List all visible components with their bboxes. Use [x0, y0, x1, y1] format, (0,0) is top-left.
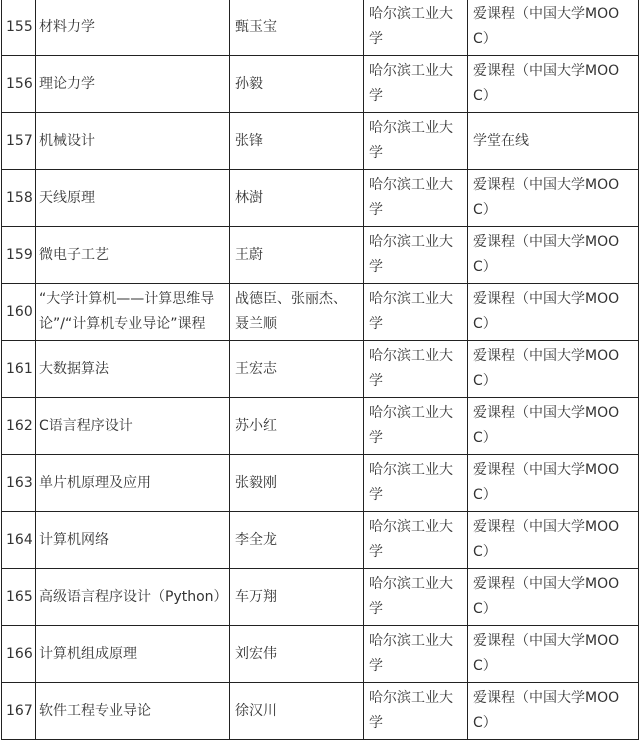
course-name-cell — [36, 626, 230, 683]
row-number-cell — [2, 341, 36, 398]
teacher-name: 战德臣、张丽杰、聂兰顺 — [235, 291, 347, 332]
teacher-name: 林澍 — [235, 189, 263, 206]
platform-name-cell — [468, 569, 639, 626]
course-name-cell — [36, 170, 230, 227]
university-name-cell — [364, 227, 468, 284]
platform-name: 爱课程（中国大学MOOC） — [473, 690, 620, 731]
platform-name-cell — [468, 626, 639, 683]
row-number-cell — [2, 56, 36, 113]
teacher-name-cell — [230, 170, 364, 227]
university-name: 哈尔滨工业大学 — [369, 6, 453, 47]
row-number-cell — [2, 512, 36, 569]
course-name: 单片机原理及应用 — [39, 474, 151, 491]
course-name-cell — [36, 0, 230, 56]
row-number-cell — [2, 569, 36, 626]
teacher-name-cell — [230, 398, 364, 455]
course-name: 高级语言程序设计（Python） — [39, 588, 228, 605]
teacher-name: 王蔚 — [235, 246, 263, 263]
teacher-name: 徐汉川 — [235, 702, 277, 719]
course-name: 大数据算法 — [39, 360, 109, 377]
university-name: 哈尔滨工业大学 — [369, 633, 453, 674]
course-name-cell — [36, 227, 230, 284]
table-row — [2, 398, 639, 455]
platform-name-cell — [468, 113, 639, 170]
course-name: “大学计算机——计算思维导论”/“计算机专业导论”课程 — [39, 291, 215, 332]
platform-name-cell — [468, 683, 639, 740]
university-name-cell — [364, 341, 468, 398]
teacher-name-cell — [230, 0, 364, 56]
university-name: 哈尔滨工业大学 — [369, 690, 453, 731]
teacher-name: 车万翔 — [235, 588, 277, 605]
table-row — [2, 512, 639, 569]
teacher-name: 甄玉宝 — [235, 18, 277, 35]
platform-name: 爱课程（中国大学MOOC） — [473, 576, 620, 617]
course-name: 软件工程专业导论 — [39, 702, 151, 719]
table-row — [2, 341, 639, 398]
teacher-name: 刘宏伟 — [235, 645, 277, 662]
teacher-name-cell — [230, 512, 364, 569]
row-number: 167 — [6, 702, 33, 719]
university-name: 哈尔滨工业大学 — [369, 462, 453, 503]
row-number-cell — [2, 455, 36, 512]
platform-name-cell — [468, 170, 639, 227]
university-name: 哈尔滨工业大学 — [369, 576, 453, 617]
course-name-cell — [36, 56, 230, 113]
row-number: 165 — [6, 588, 33, 605]
university-name: 哈尔滨工业大学 — [369, 234, 453, 275]
platform-name-cell — [468, 341, 639, 398]
row-number: 166 — [6, 645, 33, 662]
teacher-name: 王宏志 — [235, 360, 277, 377]
table-row — [2, 0, 639, 56]
platform-name: 爱课程（中国大学MOOC） — [473, 63, 620, 104]
platform-name: 学堂在线 — [473, 132, 529, 149]
row-number: 162 — [6, 417, 33, 434]
row-number-cell — [2, 227, 36, 284]
university-name: 哈尔滨工业大学 — [369, 63, 453, 104]
row-number-cell — [2, 113, 36, 170]
course-name: 微电子工艺 — [39, 246, 109, 263]
platform-name: 爱课程（中国大学MOOC） — [473, 291, 620, 332]
university-name: 哈尔滨工业大学 — [369, 291, 453, 332]
platform-name: 爱课程（中国大学MOOC） — [473, 177, 620, 218]
table-row — [2, 683, 639, 740]
university-name: 哈尔滨工业大学 — [369, 348, 453, 389]
university-name-cell — [364, 398, 468, 455]
platform-name-cell — [468, 227, 639, 284]
row-number: 161 — [6, 360, 33, 377]
teacher-name-cell — [230, 455, 364, 512]
course-name-cell — [36, 569, 230, 626]
platform-name-cell — [468, 455, 639, 512]
row-number: 155 — [6, 18, 33, 35]
university-name-cell — [364, 0, 468, 56]
course-name: C语言程序设计 — [39, 417, 133, 434]
teacher-name-cell — [230, 284, 364, 341]
course-list-table — [1, 0, 639, 740]
course-name-cell — [36, 113, 230, 170]
row-number: 158 — [6, 189, 33, 206]
teacher-name-cell — [230, 113, 364, 170]
course-name-cell — [36, 284, 230, 341]
row-number-cell — [2, 398, 36, 455]
row-number: 156 — [6, 75, 33, 92]
university-name-cell — [364, 284, 468, 341]
teacher-name: 李全龙 — [235, 531, 277, 548]
platform-name: 爱课程（中国大学MOOC） — [473, 6, 620, 47]
university-name-cell — [364, 626, 468, 683]
platform-name: 爱课程（中国大学MOOC） — [473, 519, 620, 560]
row-number-cell — [2, 170, 36, 227]
platform-name-cell — [468, 284, 639, 341]
table-row — [2, 284, 639, 341]
table-row — [2, 56, 639, 113]
university-name-cell — [364, 56, 468, 113]
course-name-cell — [36, 398, 230, 455]
teacher-name-cell — [230, 227, 364, 284]
platform-name: 爱课程（中国大学MOOC） — [473, 348, 620, 389]
course-name: 天线原理 — [39, 189, 95, 206]
university-name-cell — [364, 512, 468, 569]
row-number-cell — [2, 626, 36, 683]
row-number: 159 — [6, 246, 33, 263]
row-number: 164 — [6, 531, 33, 548]
course-name: 机械设计 — [39, 132, 95, 149]
platform-name-cell — [468, 56, 639, 113]
platform-name-cell — [468, 512, 639, 569]
teacher-name-cell — [230, 569, 364, 626]
course-name-cell — [36, 683, 230, 740]
teacher-name-cell — [230, 626, 364, 683]
course-name: 材料力学 — [39, 18, 95, 35]
university-name: 哈尔滨工业大学 — [369, 120, 453, 161]
course-name: 计算机组成原理 — [39, 645, 137, 662]
table-row — [2, 170, 639, 227]
platform-name: 爱课程（中国大学MOOC） — [473, 405, 620, 446]
row-number: 157 — [6, 132, 33, 149]
teacher-name-cell — [230, 56, 364, 113]
platform-name-cell — [468, 0, 639, 56]
course-name-cell — [36, 341, 230, 398]
university-name-cell — [364, 113, 468, 170]
university-name: 哈尔滨工业大学 — [369, 519, 453, 560]
university-name-cell — [364, 683, 468, 740]
course-name-cell — [36, 455, 230, 512]
row-number-cell — [2, 284, 36, 341]
platform-name-cell — [468, 398, 639, 455]
teacher-name: 孙毅 — [235, 75, 263, 92]
platform-name: 爱课程（中国大学MOOC） — [473, 633, 620, 674]
teacher-name: 苏小红 — [235, 417, 277, 434]
course-name: 理论力学 — [39, 75, 95, 92]
university-name: 哈尔滨工业大学 — [369, 177, 453, 218]
teacher-name: 张锋 — [235, 132, 263, 149]
row-number: 163 — [6, 474, 33, 491]
teacher-name: 张毅刚 — [235, 474, 277, 491]
course-name-cell — [36, 512, 230, 569]
table-row — [2, 626, 639, 683]
row-number-cell — [2, 0, 36, 56]
teacher-name-cell — [230, 341, 364, 398]
university-name-cell — [364, 455, 468, 512]
university-name-cell — [364, 170, 468, 227]
university-name-cell — [364, 569, 468, 626]
table-row — [2, 569, 639, 626]
platform-name: 爱课程（中国大学MOOC） — [473, 462, 620, 503]
table-row — [2, 113, 639, 170]
platform-name: 爱课程（中国大学MOOC） — [473, 234, 620, 275]
university-name: 哈尔滨工业大学 — [369, 405, 453, 446]
row-number: 160 — [6, 303, 33, 320]
course-rows — [2, 0, 639, 740]
course-name: 计算机网络 — [39, 531, 109, 548]
teacher-name-cell — [230, 683, 364, 740]
row-number-cell — [2, 683, 36, 740]
table-row — [2, 455, 639, 512]
table-row — [2, 227, 639, 284]
